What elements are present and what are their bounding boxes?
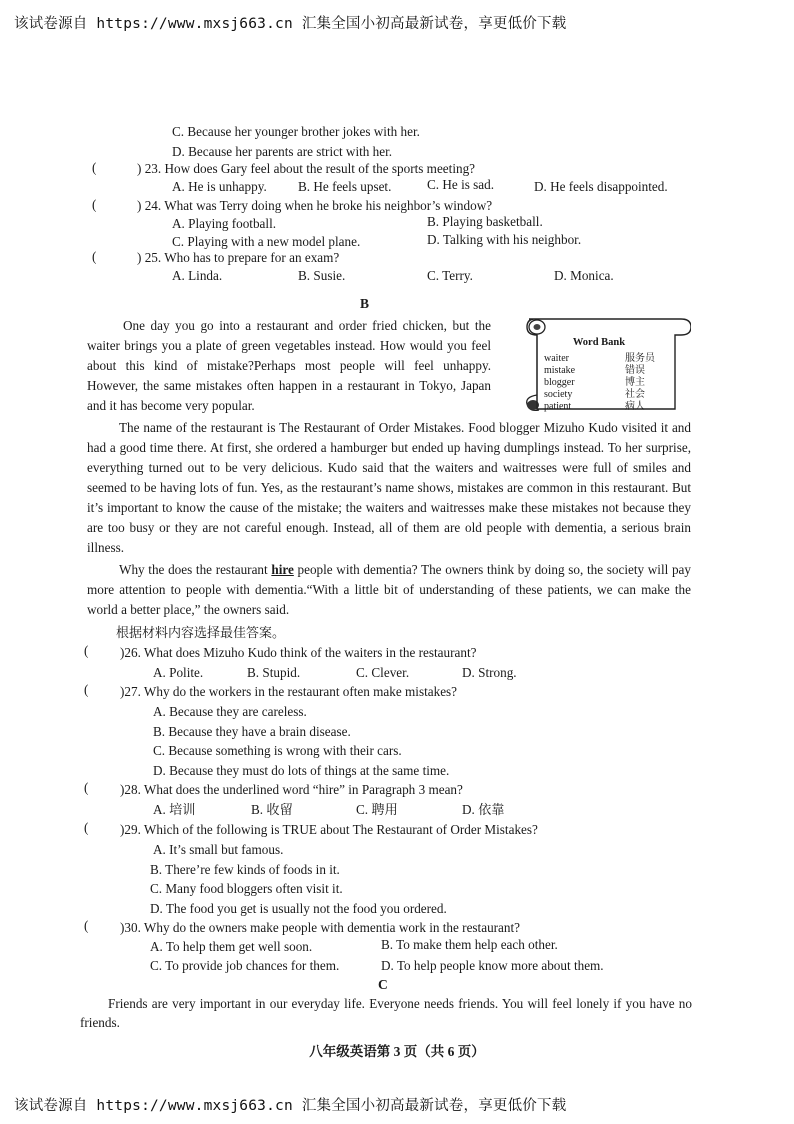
answer-paren-27: (	[84, 682, 89, 697]
word-bank-en-1: mistake	[544, 365, 576, 376]
q29-option-a: A. It’s small but famous.	[153, 842, 284, 857]
question-27-stem: )27. Why do the workers in the restaurant often make mistakes?	[120, 684, 458, 699]
q29-option-d: D. The food you get is usually not the food you ordered.	[150, 901, 447, 916]
q23-option-a: A. He is unhappy.	[172, 179, 267, 194]
paragraph-3-start: Why the does the restaurant	[119, 562, 272, 577]
question-24-stem: ) 24. What was Terry doing when he broke his neighbor’s window?	[137, 198, 493, 213]
answer-paren-28: (	[84, 780, 89, 795]
q28-option-b: B. 收留	[251, 802, 293, 817]
answer-paren-25: (	[92, 249, 97, 264]
word-bank-cn-1: 错误	[625, 365, 645, 376]
bottom-source-banner: 该试卷源自 https://www.mxsj663.cn 汇集全国小初高最新试卷，享更低价下载	[14, 1098, 567, 1114]
q26-option-c: C. Clever.	[356, 665, 410, 680]
word-bank-en-0: waiter	[544, 353, 569, 364]
answer-paren-30: (	[84, 918, 89, 933]
q23-option-d: D. He feels disappointed.	[534, 179, 668, 194]
word-bank-box	[523, 313, 691, 416]
answer-paren-26: (	[84, 643, 89, 658]
word-bank-title: Word Bank	[572, 337, 626, 348]
q25-option-d: D. Monica.	[554, 268, 614, 283]
carry-option-d: D. Because her parents are strict with her.	[172, 144, 393, 159]
word-bank-en-4: patient	[544, 401, 572, 412]
question-29-stem: )29. Which of the following is TRUE about The Restaurant of Order Mistakes?	[120, 822, 538, 837]
answer-paren-24: (	[92, 197, 97, 212]
q24-option-b: B. Playing basketball.	[427, 214, 543, 229]
q30-option-d: D. To help people know more about them.	[381, 958, 604, 973]
underlined-word-hire: hire	[271, 562, 294, 577]
word-bank-cn-0: 服务员	[625, 353, 655, 364]
word-bank-cn-4: 病人	[625, 401, 645, 412]
word-bank-en-3: society	[544, 389, 573, 400]
question-23-stem: ) 23. How does Gary feel about the result of the sports meeting?	[137, 161, 476, 176]
q28-option-a: A. 培训	[153, 802, 196, 817]
paragraph-3-rest: people with dementia? The owners think by doing so, the society will pay more attention to people with dementia.“With a little bit of understanding of these patients, we can make the world a better place,” the owners said.	[87, 562, 691, 617]
q26-option-b: B. Stupid.	[247, 665, 301, 680]
question-25-stem: ) 25. Who has to prepare for an exam?	[137, 250, 340, 265]
q26-option-d: D. Strong.	[462, 665, 517, 680]
q25-option-b: B. Susie.	[298, 268, 346, 283]
passage-c-paragraph: Friends are very important in our everyday life. Everyone needs friends. You will feel lonely if you have no friends.	[80, 996, 692, 1030]
passage-paragraph-1: One day you go into a restaurant and order fried chicken, but the waiter brings you a plate of green vegetables instead. How would you feel about this kind of mistake?Perhaps most people will feel unhappy. However, the same mistakes often happen in a restaurant in Tokyo, Japan and it has become very popular.	[87, 318, 491, 413]
passage-paragraph-3	[87, 560, 691, 620]
instruction-text: 根据材料内容选择最佳答案。	[116, 626, 286, 641]
q30-option-b: B. To make them help each other.	[381, 937, 558, 952]
section-c-heading: C	[378, 977, 388, 992]
page-footer: 八年级英语第 3 页（共 6 页）	[309, 1044, 485, 1059]
q30-option-a: A. To help them get well soon.	[150, 939, 313, 954]
q29-option-c: C. Many food bloggers often visit it.	[150, 881, 343, 896]
q23-option-b: B. He feels upset.	[298, 179, 392, 194]
q24-option-a: A. Playing football.	[172, 216, 277, 231]
question-26-stem: )26. What does Mizuho Kudo think of the waiters in the restaurant?	[120, 645, 477, 660]
answer-paren-23: (	[92, 160, 97, 175]
q27-option-b: B. Because they have a brain disease.	[153, 724, 351, 739]
q24-option-d: D. Talking with his neighbor.	[427, 232, 582, 247]
q24-option-c: C. Playing with a new model plane.	[172, 234, 361, 249]
word-bank-cn-3: 社会	[625, 389, 645, 400]
passage-paragraph-2: The name of the restaurant is The Restaurant of Order Mistakes. Food blogger Mizuho Kudo visited it and had a good time there. At first, she ordered a hamburger but ended up having dumplings instead. To her surprise, everything turned out to be very delicious. Kudo said that the waiters and waitresses were full of smiles and seemed to be having lots of fun. Yes, as the restaurant’s name shows, mistakes are common in this restaurant. But it’s important to know the cause of the mistake; the waiters and waitresses make these mistakes not because they are too busy or they are not careful enough. Instead, all of them are old people with dementia, a serious brain illness.	[87, 420, 691, 555]
q29-option-b: B. There’re few kinds of foods in it.	[150, 862, 340, 877]
q28-option-d: D. 依靠	[462, 802, 505, 817]
q30-option-c: C. To provide job chances for them.	[150, 958, 340, 973]
question-28-stem: )28. What does the underlined word “hire” in Paragraph 3 mean?	[120, 782, 463, 797]
word-bank-cn-2: 博主	[625, 377, 645, 388]
carry-option-c: C. Because her younger brother jokes with her.	[172, 124, 420, 139]
q27-option-d: D. Because they must do lots of things at the same time.	[153, 763, 450, 778]
top-source-banner: 该试卷源自 https://www.mxsj663.cn 汇集全国小初高最新试卷，享更低价下载	[14, 16, 567, 32]
q25-option-a: A. Linda.	[172, 268, 223, 283]
q25-option-c: C. Terry.	[427, 268, 473, 283]
q27-option-c: C. Because something is wrong with their cars.	[153, 743, 402, 758]
q26-option-a: A. Polite.	[153, 665, 204, 680]
q28-option-c: C. 聘用	[356, 802, 398, 817]
answer-paren-29: (	[84, 820, 89, 835]
q27-option-a: A. Because they are careless.	[153, 704, 307, 719]
word-bank-en-2: blogger	[544, 377, 575, 388]
question-30-stem: )30. Why do the owners make people with dementia work in the restaurant?	[120, 920, 521, 935]
q23-option-c: C. He is sad.	[427, 177, 495, 192]
section-b-heading: B	[360, 296, 370, 311]
